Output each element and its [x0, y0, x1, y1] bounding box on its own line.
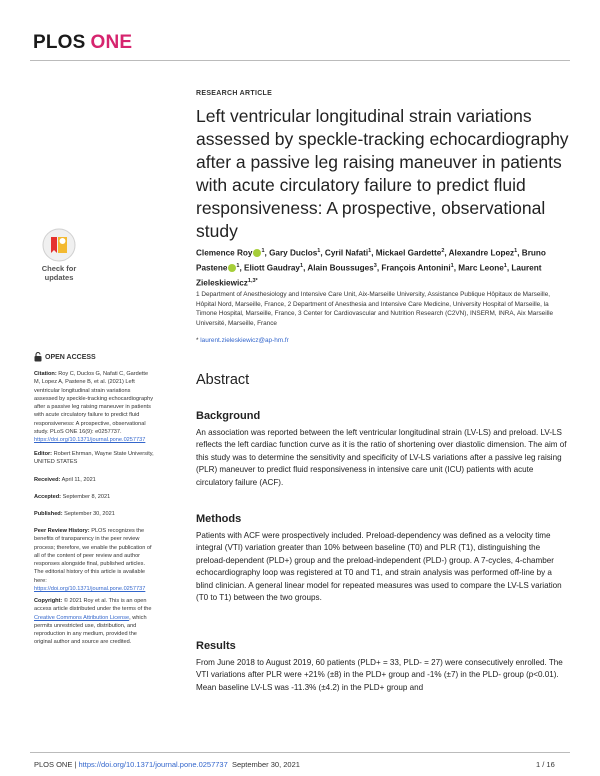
citation-block: Citation: Roy C, Duclos G, Nafati C, Gardette M, Lopez A, Pastene B, et al. (2021) Left ventricular longitudinal strain variations assessed by speckle-tracking echocardiography after a passive leg raising maneuver in patients with acute circulatory failure to predict fluid responsiveness: A prospective, observational study. PLoS ONE 16(9): e0257737. https://doi.org/10.1371/journal.pone.0257737 — [34, 371, 154, 444]
author-name: Alain Boussuges — [307, 263, 374, 273]
author-name: Alexandre Lopez — [448, 248, 515, 258]
header-divider — [30, 60, 570, 61]
author-name: Mickael Gardette — [375, 248, 442, 258]
author-list: Clemence Roy $^1$, Gary Duclos$^1$, Cyril Nafati$^1$, Mickael Gardette$^2$, Alexandre Lopez$^1$, Bruno Pastene $^1$, Eliott Gaudray$^1$, Alain Boussuges$^3$, François Antonini$^1$, Marc Leone$^1$, Laurent Zieleskiewicz$^{1,3*}$ — [196, 248, 546, 289]
article-type: RESEARCH ARTICLE — [196, 90, 273, 97]
article-title: Left ventricular longitudinal strain variations assessed by speckle-tracking echocardiography after a passive leg raising maneuver in patients with acute circulatory failure to predict fluid responsiveness: A prospective, observational study — [196, 106, 569, 241]
journal-logo: PLOS ONE — [33, 32, 133, 53]
author-affiliation-marker: 1 — [450, 263, 454, 270]
background-paragraph: An association was reported between the left ventricular longitudinal strain (LV-LS) and preload. LV-LS reflects the left cardiac function curve as it is the ratio of shortening over diastolic dimension. The aim of this study was to determine the sensitivity and specificity of LV-LS variations after a passive leg raising (PLR) maneuver to predict fluid responsiveness in intensive care unit (ICU) patients with acute circulatory failure (ACF). — [196, 428, 567, 487]
open-access-badge: OPEN ACCESS — [34, 352, 96, 362]
footer-divider — [30, 752, 570, 753]
author-affiliation-marker: 1 — [317, 248, 321, 254]
check-for-updates-label: Check for updates — [41, 264, 77, 282]
author-name: Bruno Pastene — [196, 248, 546, 273]
background-heading: Background — [196, 410, 261, 422]
author-name: Clemence Roy — [196, 248, 253, 258]
footer-doi-link[interactable]: https://doi.org/10.1371/journal.pone.0257737 — [78, 760, 228, 769]
cc-license-link[interactable]: Creative Commons Attribution License — [34, 614, 130, 621]
corresponding-email: * laurent.zieleskiewicz@ap-hm.fr — [196, 337, 289, 344]
results-heading: Results — [196, 640, 236, 652]
methods-heading: Methods — [196, 513, 242, 525]
peer-review-block: Peer Review History: PLOS recognizes the benefits of transparency in the peer review process; therefore, we enable the publication of all of the content of peer review and author responses alongside final, published articles. The editorial history of this article is available here: https://doi.org/10.1371/journal.pone.0257737 — [34, 528, 152, 593]
received-date: Received: April 11, 2021 — [34, 477, 96, 483]
author-name: Gary Duclos — [269, 248, 318, 258]
methods-paragraph: Patients with ACF were prospectively included. Preload-dependency was defined as a velocity time integral (VTI) variation greater than 10% between baseline (T0) and PLR (T1), distinguishing the preload-dependent (PLD+) group and the preload-independent (PLD-) group. A 7-cycles, 4-chamber echocardiography loop was registered at T0 and T1, and strain analysis was performed off-line by a blind clinician. A general linear model for repeated measures was used to compare the LV-LS variation (T0 to T1) between the two groups. — [196, 531, 562, 603]
citation-doi-link[interactable]: https://doi.org/10.1371/journal.pone.0257737 — [34, 437, 146, 444]
author-affiliation-marker: 1 — [236, 263, 240, 270]
author-affiliation-marker: 1 — [261, 248, 265, 254]
author-name: Marc Leone — [458, 263, 504, 273]
copyright-block: Copyright: © 2021 Roy et al. This is an open access article distributed under the terms of the Creative Commons Attribution License, which permits unrestricted use, distribution, and reproduction in any medium, provided the original author and source are credited. — [34, 598, 152, 646]
author-affiliation-marker: 1,3* — [247, 278, 258, 285]
abstract-heading: Abstract — [196, 372, 250, 388]
author-affiliation-marker: 1 — [300, 263, 304, 270]
author-name: François Antonini — [381, 263, 451, 273]
author-affiliation-marker: 1 — [514, 248, 518, 254]
check-for-updates-icon — [42, 228, 76, 262]
editor-block: Editor: Robert Ehrman, Wayne State University, UNITED STATES — [34, 451, 154, 466]
author-affiliation-marker: 1 — [503, 263, 507, 270]
email-link[interactable]: laurent.zieleskiewicz@ap-hm.fr — [200, 337, 289, 344]
affiliations: 1 Department of Anesthesiology and Intensive Care Unit, Aix-Marseille University, Assistance Publique Hôpitaux de Marseille, Hôpital Nord, Marseille, France, 2 Department of Anesthesia and Intensive Care Medicine, University Hospital of Marseille, la Timone Hospital, Marseille, France, 3 Center for Cardiovascular and Nutrition Research (C2VN), INSERM, INRA, Aix Marseille Université, Marseille, France — [196, 291, 554, 327]
open-lock-icon — [34, 352, 42, 362]
footer-citation: PLOS ONE | https://doi.org/10.1371/journal.pone.0257737 September 30, 2021 — [34, 760, 300, 769]
author-affiliation-marker: 1 — [368, 248, 372, 254]
author-name: Eliott Gaudray — [244, 263, 300, 273]
results-paragraph: From June 2018 to August 2019, 60 patients (PLD+ = 33, PLD- = 27) were consecutively enrolled. The VTI variations after PLR were +21% (±8) in the PLD+ group and -1% (±7) in the PLD- group (p<0.01). Mean baseline LV-LS was -11.3% (±4.2) in the PLD+ group and — [196, 658, 563, 692]
author-affiliation-marker: 2 — [441, 248, 445, 254]
check-for-updates-badge[interactable] — [38, 228, 80, 298]
author-affiliation-marker: 3 — [373, 263, 377, 270]
accepted-date: Accepted: September 8, 2021 — [34, 494, 111, 500]
peer-review-link[interactable]: https://doi.org/10.1371/journal.pone.0257737 — [34, 586, 146, 593]
published-date: Published: September 30, 2021 — [34, 511, 115, 517]
author-name: Cyril Nafati — [324, 248, 369, 258]
author-name: Laurent Zieleskiewicz — [196, 263, 542, 289]
page-number: 1 / 16 — [536, 760, 555, 769]
